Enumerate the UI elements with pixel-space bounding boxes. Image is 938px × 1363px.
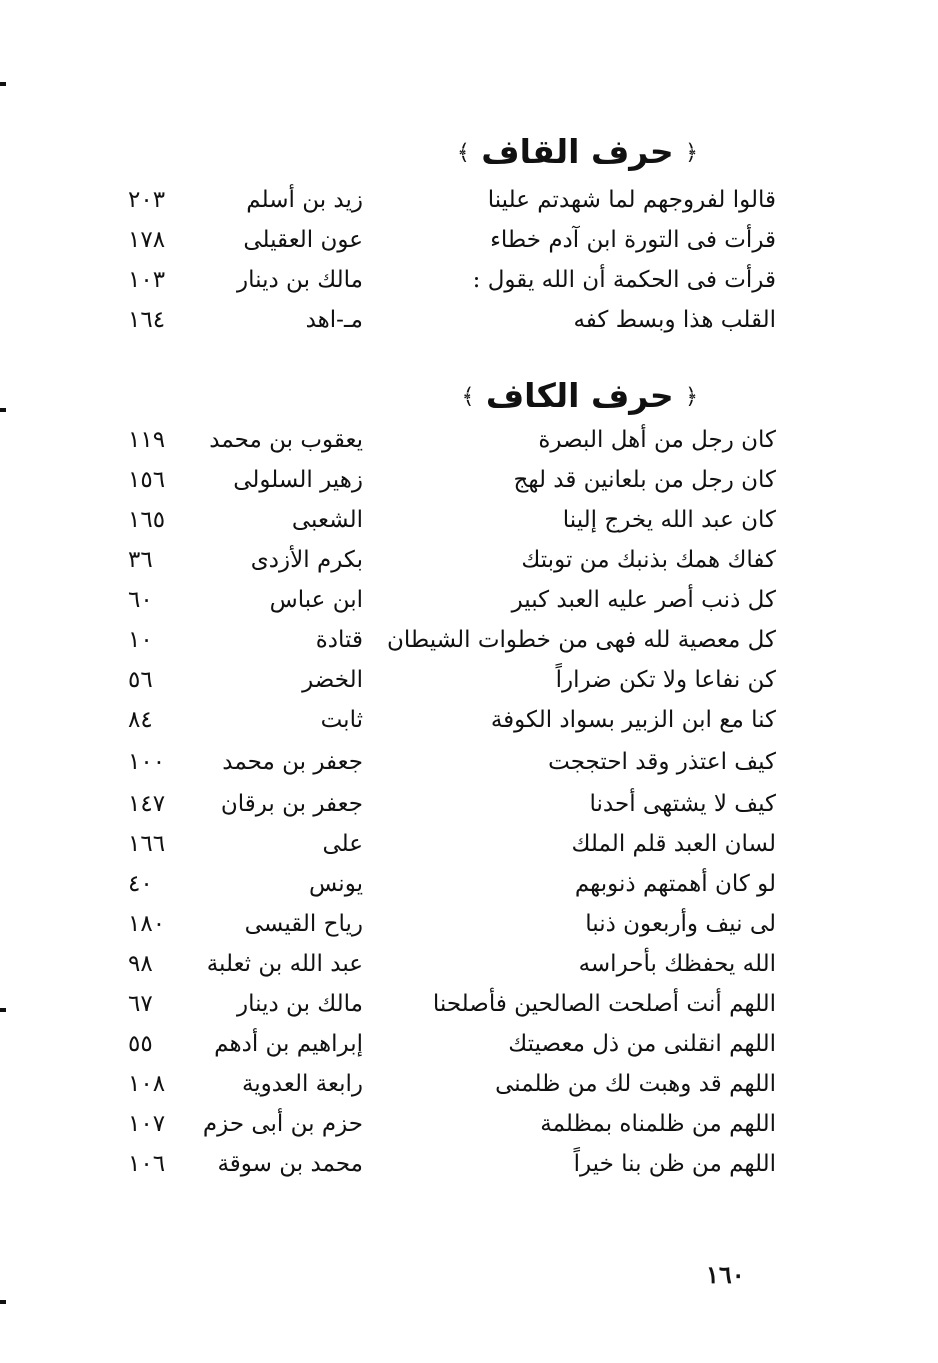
index-entry bbox=[0, 1064, 938, 1104]
index-entry bbox=[0, 460, 938, 500]
entry-narrator: عبد الله بن ثعلبة bbox=[206, 951, 363, 977]
entry-narrator: مالك بن دينار bbox=[237, 991, 363, 1017]
section-heading-qaf bbox=[378, 128, 698, 176]
entry-page-number: ٦٠ bbox=[128, 587, 153, 613]
page-number: ١٦٠ bbox=[706, 1260, 745, 1289]
entry-page-number: ١٥٦ bbox=[128, 467, 166, 493]
index-entry bbox=[0, 220, 938, 260]
index-entry bbox=[0, 300, 938, 340]
entry-phrase: لو كان أهمتهم ذنوبهم bbox=[574, 871, 776, 897]
index-entry bbox=[0, 1104, 938, 1144]
index-entry bbox=[0, 1144, 938, 1184]
entry-page-number: ٨٤ bbox=[128, 707, 153, 733]
ornament-bracket-icon: ﴾ bbox=[461, 384, 475, 410]
index-entry bbox=[0, 620, 938, 660]
entry-narrator: على bbox=[322, 831, 363, 857]
index-entry bbox=[0, 1024, 938, 1064]
entry-phrase: قرأت فى التورة ابن آدم خطاء bbox=[490, 227, 776, 253]
entry-narrator: زهير السلولى bbox=[233, 467, 363, 493]
entry-phrase: قرأت فى الحكمة أن الله يقول : bbox=[472, 267, 776, 293]
section-title: حرف القاف bbox=[481, 132, 674, 171]
entry-narrator: يعقوب بن محمد bbox=[209, 427, 363, 453]
entry-page-number: ١٨٠ bbox=[128, 911, 166, 937]
entry-phrase: الله يحفظك بأحراسه bbox=[578, 951, 776, 977]
entry-narrator: قتادة bbox=[315, 627, 363, 653]
entry-phrase: كل معصية لله فهى من خطوات الشيطان bbox=[386, 627, 776, 653]
scan-edge-mark bbox=[0, 408, 6, 412]
entry-page-number: ١٠٠ bbox=[128, 749, 166, 775]
entry-narrator: الشعبى bbox=[291, 507, 363, 533]
ornament-bracket-icon: ﴿ bbox=[685, 140, 698, 166]
entry-narrator: الخضر bbox=[302, 667, 363, 693]
entry-page-number: ٤٠ bbox=[128, 871, 153, 897]
entry-page-number: ١٠٦ bbox=[128, 1151, 166, 1177]
entry-page-number: ١٠ bbox=[128, 627, 153, 653]
entry-narrator: جعفر بن برقان bbox=[220, 791, 363, 817]
entry-phrase: كان رجل من بلعانين قد لهج bbox=[513, 467, 776, 493]
ornament-bracket-icon: ﴿ bbox=[685, 384, 698, 410]
index-entry bbox=[0, 180, 938, 220]
entry-phrase: لسان العبد قلم الملك bbox=[571, 831, 776, 857]
index-entry bbox=[0, 984, 938, 1024]
entry-page-number: ١٠٨ bbox=[128, 1071, 166, 1097]
entry-page-number: ١٦٤ bbox=[128, 307, 166, 333]
entry-page-number: ١٤٧ bbox=[128, 791, 166, 817]
entry-page-number: ١٠٣ bbox=[128, 267, 166, 293]
entry-page-number: ١٧٨ bbox=[128, 227, 166, 253]
entry-phrase: كن نفاعا ولا تكن ضراراً bbox=[555, 667, 776, 693]
entry-page-number: ٥٥ bbox=[128, 1031, 153, 1057]
section-title: حرف الكاف bbox=[485, 376, 674, 415]
entry-page-number: ٩٨ bbox=[128, 951, 153, 977]
entry-page-number: ١٦٦ bbox=[128, 831, 166, 857]
scan-edge-mark bbox=[0, 1008, 6, 1012]
index-entry bbox=[0, 540, 938, 580]
scan-edge-mark bbox=[0, 82, 6, 86]
entry-page-number: ١٠٧ bbox=[128, 1111, 166, 1137]
entry-phrase: كنا مع ابن الزبير بسواد الكوفة bbox=[490, 707, 776, 733]
entry-phrase: اللهم أنت أصلحت الصالحين فأصلحنا bbox=[432, 991, 776, 1017]
entry-page-number: ٥٦ bbox=[128, 667, 153, 693]
entry-narrator: ابن عباس bbox=[269, 587, 363, 613]
entry-narrator: مالك بن دينار bbox=[237, 267, 363, 293]
entry-narrator: جعفر بن محمد bbox=[222, 749, 363, 775]
entry-phrase: اللهم من ظلمناه بمظلمة bbox=[540, 1111, 776, 1137]
index-entry bbox=[0, 580, 938, 620]
entry-narrator: حزم بن أبى حزم bbox=[202, 1111, 363, 1137]
index-entry bbox=[0, 660, 938, 700]
entry-narrator: عون العقيلى bbox=[243, 227, 363, 253]
entry-phrase: كل ذنب أصر عليه العبد كبير bbox=[511, 587, 776, 613]
entry-narrator: رياح القيسى bbox=[244, 911, 363, 937]
index-entry bbox=[0, 824, 938, 864]
entry-phrase: كان رجل من أهل البصرة bbox=[538, 427, 776, 453]
entry-narrator: بكرم الأزدى bbox=[250, 547, 363, 573]
entry-phrase: القلب هذا وبسط كفه bbox=[573, 307, 776, 333]
index-entry bbox=[0, 784, 938, 824]
entry-narrator: إبراهيم بن أدهم bbox=[214, 1031, 363, 1057]
entry-narrator: مـ-اهد bbox=[305, 307, 363, 333]
index-entry bbox=[0, 260, 938, 300]
index-entry bbox=[0, 700, 938, 740]
entry-phrase: كان عبد الله يخرج إلينا bbox=[562, 507, 776, 533]
index-entry bbox=[0, 944, 938, 984]
section-heading-kaf bbox=[378, 372, 698, 420]
index-entry bbox=[0, 500, 938, 540]
entry-narrator: ثابت bbox=[320, 707, 363, 733]
entry-page-number: ٣٦ bbox=[128, 547, 153, 573]
entry-phrase: اللهم من ظن بنا خيراً bbox=[573, 1151, 776, 1177]
entry-phrase: كفاك همك بذنبك من توبتك bbox=[521, 547, 776, 573]
entry-narrator: رابعة العدوية bbox=[241, 1071, 363, 1097]
entry-page-number: ٢٠٣ bbox=[128, 187, 166, 213]
index-entry bbox=[0, 904, 938, 944]
entry-narrator: يونس bbox=[308, 871, 363, 897]
entry-phrase: اللهم انقلنى من ذل معصيتك bbox=[508, 1031, 776, 1057]
entry-phrase: لى نيف وأربعون ذنبا bbox=[585, 911, 776, 937]
index-entry bbox=[0, 420, 938, 460]
ornament-bracket-icon: ﴾ bbox=[456, 140, 470, 166]
entry-phrase: كيف اعتذر وقد احتججت bbox=[548, 749, 776, 775]
scan-edge-mark bbox=[0, 1300, 6, 1304]
index-entry bbox=[0, 864, 938, 904]
entry-page-number: ١٦٥ bbox=[128, 507, 166, 533]
entry-narrator: محمد بن سوقة bbox=[217, 1151, 363, 1177]
index-entry bbox=[0, 742, 938, 782]
entry-page-number: ١١٩ bbox=[128, 427, 166, 453]
entry-phrase: اللهم قد وهبت لك من ظلمنى bbox=[495, 1071, 776, 1097]
entry-page-number: ٦٧ bbox=[128, 991, 153, 1017]
entry-phrase: كيف لا يشتهى أحدنا bbox=[589, 791, 776, 817]
entry-phrase: قالوا لفروجهم لما شهدتم علينا bbox=[487, 187, 776, 213]
entry-narrator: زيد بن أسلم bbox=[246, 187, 363, 213]
